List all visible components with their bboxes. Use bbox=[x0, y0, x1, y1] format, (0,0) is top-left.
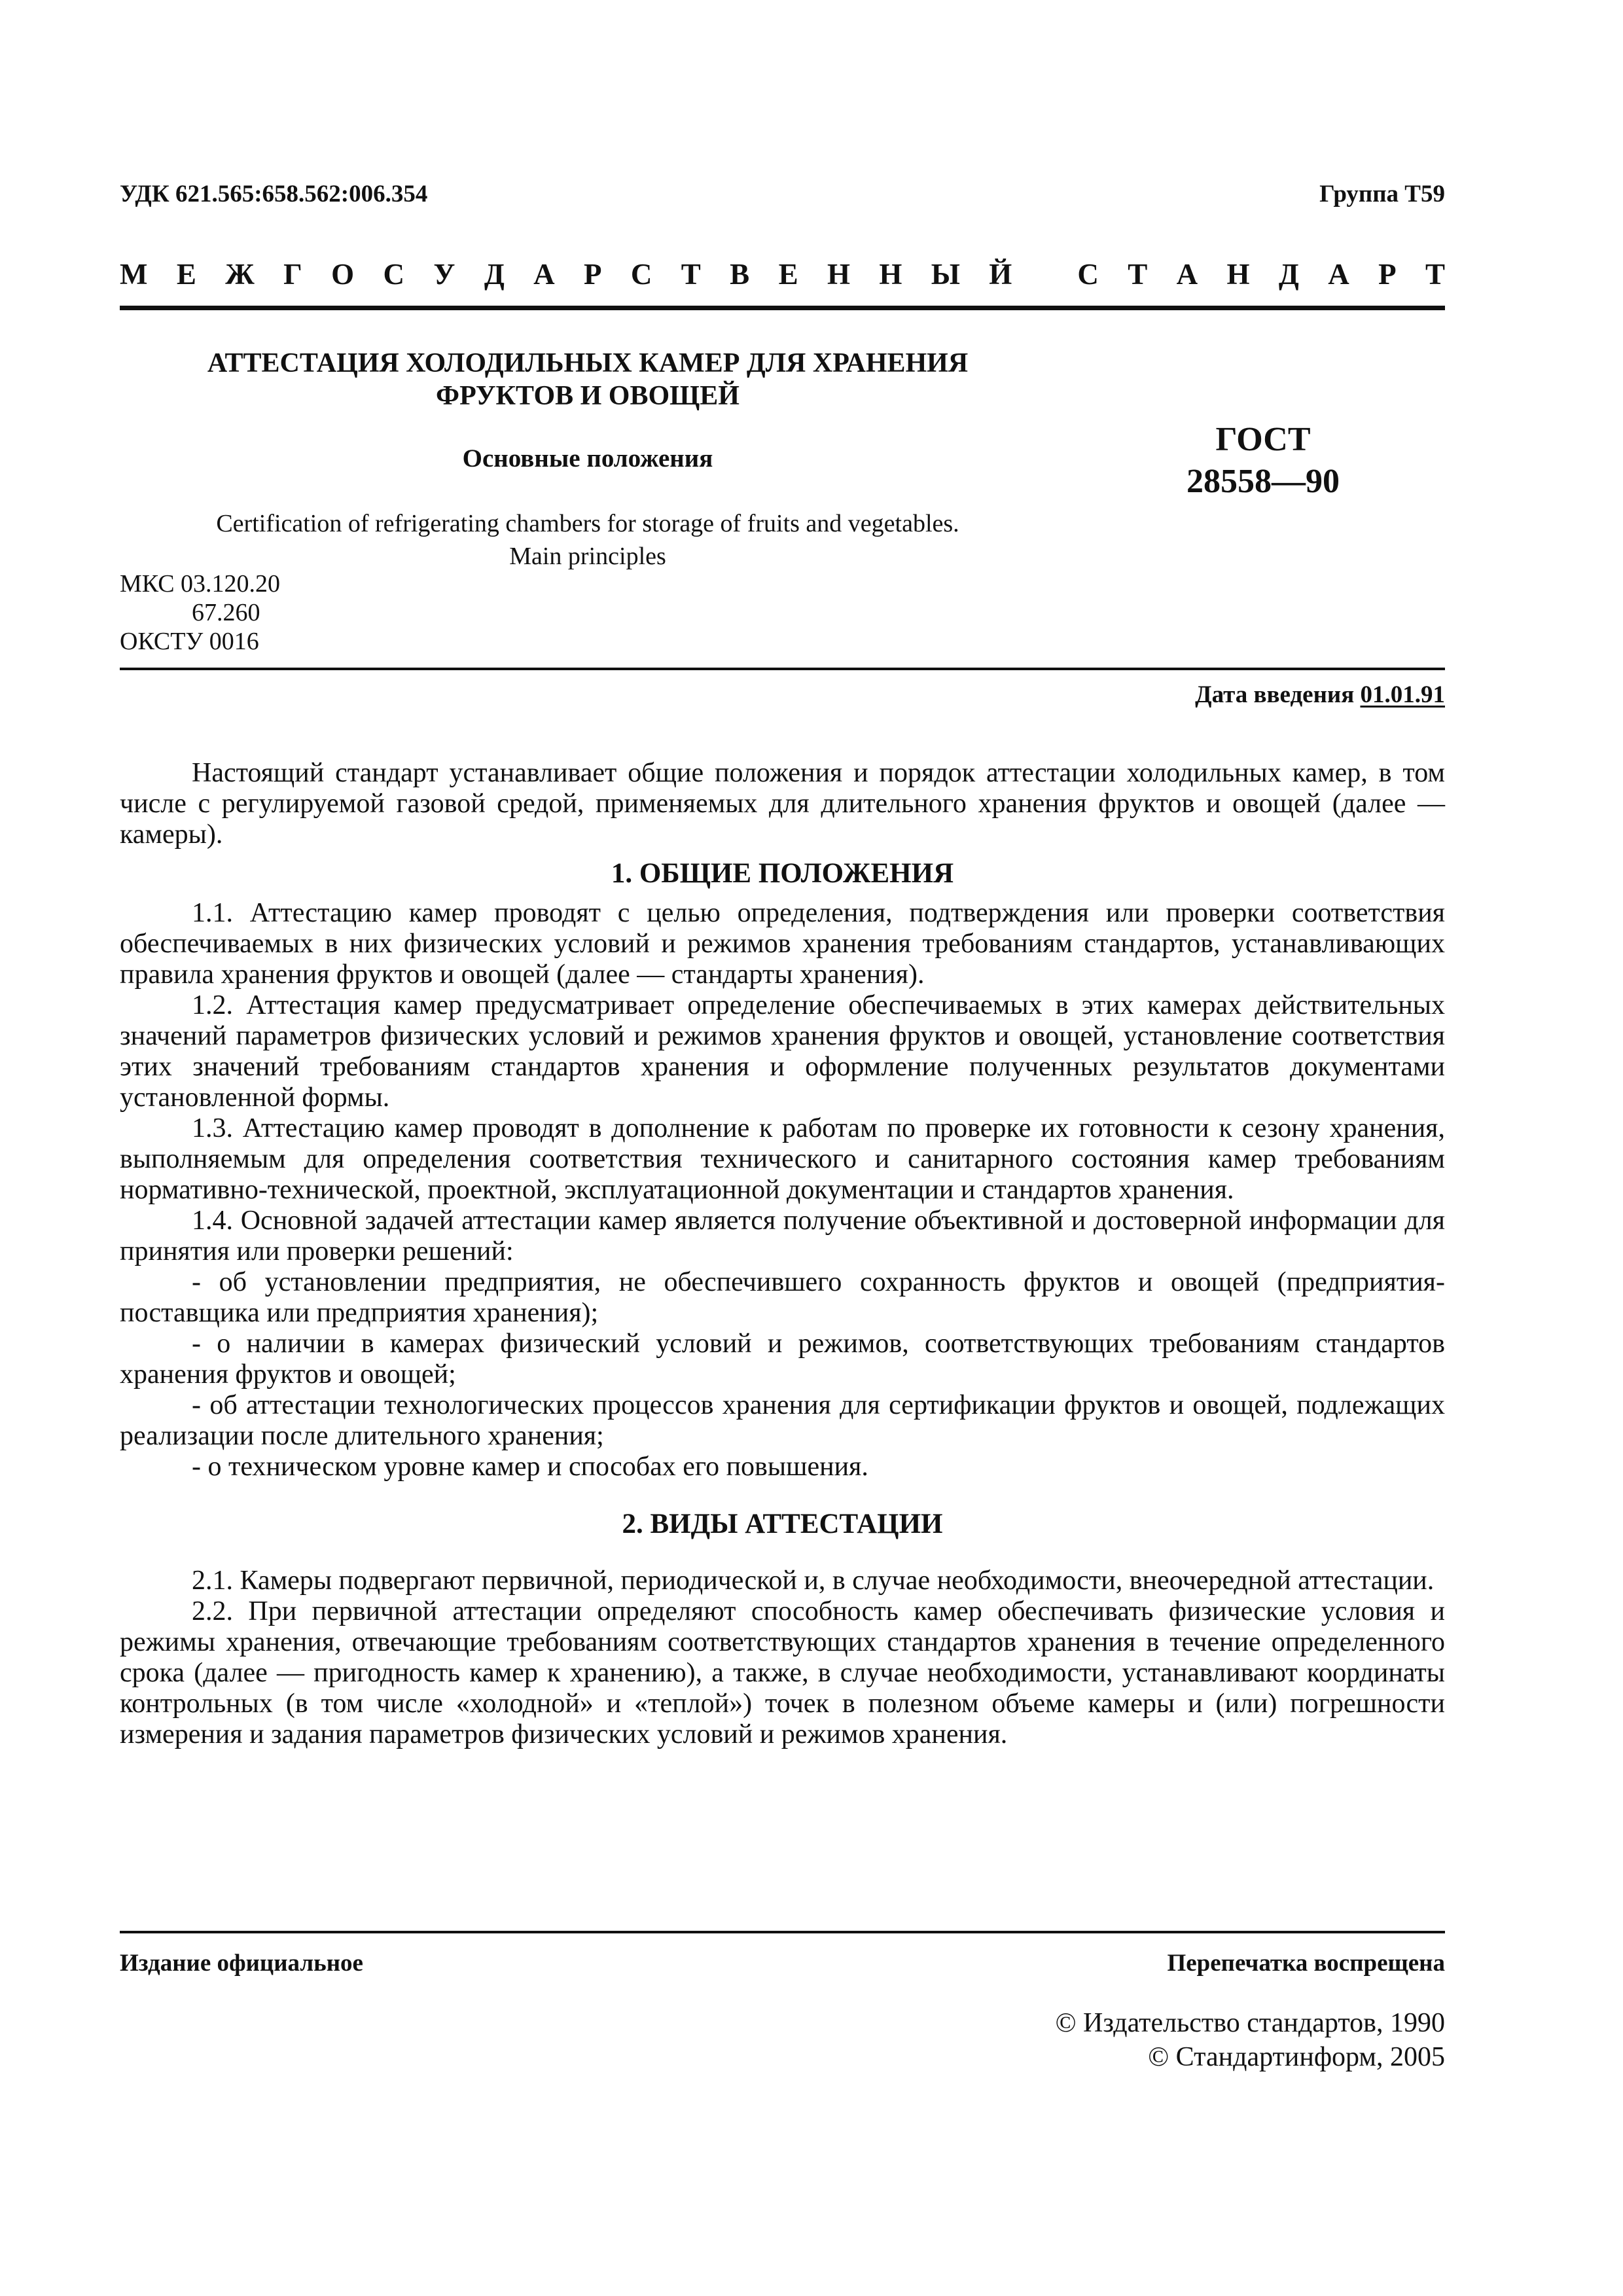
edition-label: Издание официальное bbox=[120, 1950, 363, 1977]
interstate-letter: Р bbox=[1378, 258, 1397, 291]
interstate-letter: Н bbox=[827, 258, 850, 291]
interstate-letter: Е bbox=[778, 258, 798, 291]
interstate-standard-heading bbox=[120, 257, 1445, 291]
introduction-date-label: Дата введения bbox=[1195, 681, 1355, 708]
interstate-letter: Д bbox=[484, 258, 505, 291]
interstate-letter: Р bbox=[584, 258, 602, 291]
copyright-block bbox=[1056, 2006, 1445, 2074]
list-item: - о техническом уровне камер и способах его повышения. bbox=[192, 1452, 868, 1482]
introduction-date-value: 01.01.91 bbox=[1360, 681, 1445, 708]
document-body bbox=[120, 758, 1445, 1750]
section-2-heading: 2. ВИДЫ АТТЕСТАЦИИ bbox=[622, 1509, 943, 1539]
interstate-letter: Н bbox=[1226, 258, 1250, 291]
interstate-letter: У bbox=[433, 258, 455, 291]
mks-code: МКС 03.120.20 bbox=[120, 570, 281, 598]
interstate-letter: А bbox=[533, 258, 555, 291]
interstate-letter: Т bbox=[1128, 258, 1148, 291]
interstate-letter: Д bbox=[1278, 258, 1299, 291]
okstu-code: ОКСТУ 0016 bbox=[120, 628, 259, 655]
paragraph-1-2: 1.2. Аттестация камер предусматривает определение обеспечиваемых в этих камерах действительных значений параметров физических условий и режимов хранения фруктов и овощей, установление соответствия этих значений требованиям стандартов хранения и оформление полученных результатов документами установленной формы. bbox=[120, 990, 1445, 1113]
interstate-letter: А bbox=[1328, 258, 1349, 291]
interstate-letter: Н bbox=[879, 258, 902, 291]
english-title bbox=[120, 507, 1056, 573]
paragraph-1-1: 1.1. Аттестацию камер проводят с целью определения, подтверждения или проверки соответствия обеспечиваемых в них физических условий и режимов хранения требованиям стандартов, устанавливающих правила хранения фруктов и овощей (далее — стандарты хранения). bbox=[120, 898, 1445, 990]
interstate-letter: Е bbox=[176, 258, 196, 291]
interstate-letter: С bbox=[630, 258, 652, 291]
list-item: - об установлении предприятия, не обеспечившего сохранность фруктов и овощей (предприятия-поставщика или предприятия хранения); bbox=[120, 1267, 1445, 1328]
copyright-line-1: © Издательство стандартов, 1990 bbox=[1055, 2008, 1445, 2038]
interstate-letter: Т bbox=[681, 258, 701, 291]
list-item: - об аттестации технологических процессов хранения для сертификации фруктов и овощей, подлежащих реализации после длительного хранения; bbox=[120, 1390, 1445, 1451]
interstate-letter bbox=[1041, 257, 1048, 291]
codes-rule bbox=[120, 668, 1445, 670]
interstate-letter: Ы bbox=[931, 258, 960, 291]
introduction-date bbox=[1195, 681, 1445, 709]
gost-designation bbox=[1073, 419, 1453, 503]
interstate-letter: С bbox=[1077, 258, 1099, 291]
paragraph-2-1: 2.1. Камеры подвергают первичной, периодической и, в случае необходимости, внеочередной аттестации. bbox=[192, 1566, 1435, 1596]
interstate-letter: Ж bbox=[225, 258, 255, 291]
english-title-line-2: Main principles bbox=[509, 543, 666, 570]
interstate-letter: Т bbox=[1425, 258, 1445, 291]
section-1-heading: 1. ОБЩИЕ ПОЛОЖЕНИЯ bbox=[611, 858, 954, 889]
mks-code-second: 67.260 bbox=[192, 599, 260, 626]
header-rule bbox=[120, 306, 1445, 310]
classification-codes bbox=[120, 569, 280, 656]
copyright-line-2: © Стандартинформ, 2005 bbox=[1148, 2042, 1445, 2072]
interstate-letter: С bbox=[383, 258, 405, 291]
paragraph-2-2: 2.2. При первичной аттестации определяют способность камер обеспечивать физические условия и режимы хранения, отвечающие требованиям соответствующих стандартов хранения в течение определенного срока (далее — пригодность камер к хранению), а также, в случае необходимости, устанавливают координаты контрольных (в том числе «холодной» и «теплой») точек в полезном объеме камеры и (или) погрешности измерения и задания параметров физических условий и режимов хранения. bbox=[120, 1596, 1445, 1749]
list-item: - о наличии в камерах физический условий и режимов, соответствующих требованиям стандартов хранения фруктов и овощей; bbox=[120, 1329, 1445, 1390]
interstate-letter: М bbox=[120, 258, 148, 291]
interstate-letter: А bbox=[1176, 258, 1198, 291]
interstate-letter: О bbox=[331, 258, 355, 291]
group-code: Группа Т59 bbox=[1319, 181, 1445, 207]
udk-code: УДК 621.565:658.562:006.354 bbox=[120, 181, 428, 207]
footer-rule bbox=[120, 1931, 1445, 1933]
interstate-letter: Г bbox=[283, 258, 302, 291]
interstate-letter: Й bbox=[989, 258, 1012, 291]
gost-number: 28558—90 bbox=[1186, 463, 1340, 500]
gost-label: ГОСТ bbox=[1215, 421, 1311, 458]
title-line-1: АТТЕСТАЦИЯ ХОЛОДИЛЬНЫХ КАМЕР ДЛЯ ХРАНЕНИЯ bbox=[207, 348, 969, 378]
interstate-letter: В bbox=[730, 258, 750, 291]
reprint-notice: Перепечатка воспрещена bbox=[1167, 1950, 1445, 1977]
paragraph-1-4: 1.4. Основной задачей аттестации камер является получение объективной и достоверной информации для принятия или проверки решений: bbox=[120, 1206, 1445, 1266]
document-title bbox=[120, 347, 1056, 412]
english-title-line-1: Certification of refrigerating chambers for storage of fruits and vegetables. bbox=[216, 510, 959, 537]
paragraph-1-3: 1.3. Аттестацию камер проводят в дополнение к работам по проверке их готовности к сезону хранения, выполняемым для определения соответствия технического и санитарного состояния камер требованиям нормативно-технической, проектной, эксплуатационной документации и стандартов хранения. bbox=[120, 1113, 1445, 1205]
intro-paragraph: Настоящий стандарт устанавливает общие положения и порядок аттестации холодильных камер, в том числе с регулируемой газовой средой, применяемых для длительного хранения фруктов и овощей (далее — камеры). bbox=[120, 758, 1445, 850]
document-subtitle: Основные положения bbox=[462, 444, 713, 473]
title-line-2: ФРУКТОВ И ОВОЩЕЙ bbox=[436, 381, 740, 411]
